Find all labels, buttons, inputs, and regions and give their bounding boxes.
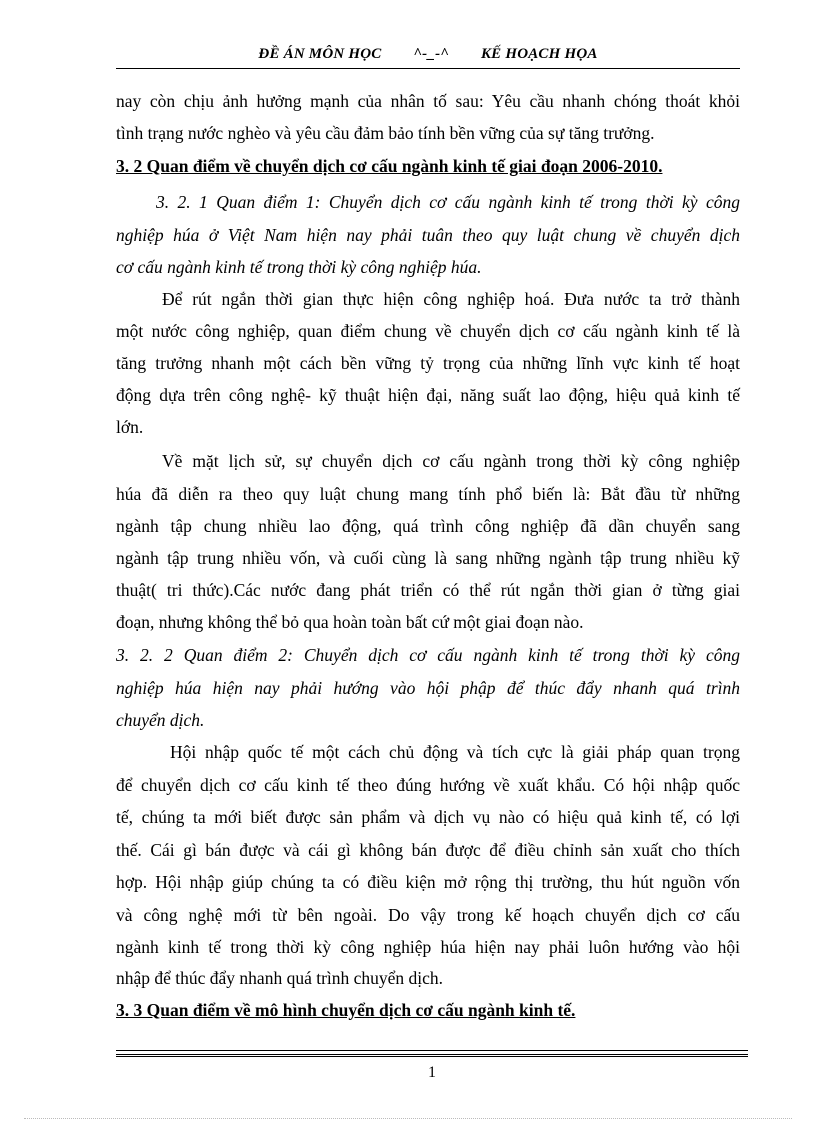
header-rule (116, 68, 740, 69)
subheading-3-2-1: 3. 2. 1 Quan điểm 1: Chuyển dịch cơ cấu ngành kinh tế trong thời kỳ công (156, 192, 740, 212)
text-line: động dựa trên công nghệ- kỹ thuật hiện đại, năng suất lao động, hiệu quả kinh tế (116, 385, 740, 405)
header-subject: KẾ HOẠCH HỌA (480, 46, 598, 62)
text-line: đoạn, nhưng không thể bỏ qua hoàn toàn bất cứ một giai đoạn nào. (116, 612, 584, 632)
text-line: hợp. Hội nhập giúp chúng ta có điều kiện mở rộng thị trường, thu hút nguồn vốn (116, 872, 740, 892)
subheading-3-2-2: chuyển dịch. (116, 710, 205, 730)
text-line: Để rút ngắn thời gian thực hiện công nghiệp hoá. Đưa nước ta trở thành (162, 289, 740, 309)
header-course-title: ĐỀ ÁN MÔN HỌC (258, 46, 382, 62)
text-line: ngành tập trung nhiều vốn, và cuối cùng là sang những ngành tập trung nhiều kỹ (116, 548, 740, 568)
text-line: Hội nhập quốc tế một cách chủ động và tích cực là giải pháp quan trọng (170, 742, 740, 762)
text-line: húa đã diễn ra theo quy luật chung mang tính phổ biến là: Bắt đầu từ những (116, 484, 740, 504)
text-line: thuật( tri thức).Các nước đang phát triển có thể rút ngắn thời gian ở từng giai (116, 580, 740, 600)
page-bottom-edge (24, 1118, 792, 1119)
page-number: 1 (428, 1064, 436, 1081)
page-header (116, 46, 740, 63)
text-line: Về mặt lịch sử, sự chuyển dịch cơ cấu ngành trong thời kỳ công nghiệp (162, 451, 740, 471)
subheading-3-2-1: nghiệp húa ở Việt Nam hiện nay phải tuân theo quy luật chung về chuyển dịch (116, 225, 740, 245)
subheading-3-2-2: 3. 2. 2 Quan điểm 2: Chuyển dịch cơ cấu ngành kinh tế trong thời kỳ công (116, 645, 740, 665)
header-emoticon: ^-_-^ (413, 46, 450, 62)
text-line: ngành kinh tế trong thời kỳ công nghiệp húa hiện nay phải luôn hướng vào hội (116, 937, 740, 957)
text-line: tăng trưởng nhanh một cách bền vững tỷ trọng của những lĩnh vực kinh tế hoạt (116, 353, 740, 373)
footer-double-rule (116, 1054, 748, 1059)
subheading-3-2-1: cơ cấu ngành kinh tế trong thời kỳ công nghiệp húa. (116, 257, 482, 277)
text-line: một nước công nghiệp, quan điểm chung về chuyển dịch cơ cấu ngành kinh tế là (116, 321, 740, 341)
text-line: thế. Cái gì bán được và cái gì không bán được để điều chỉnh sản xuất cho thích (116, 840, 740, 860)
text-line: ngành tập chung nhiều lao động, quá trình công nghiệp đã dần chuyển sang (116, 516, 740, 536)
text-line: lớn. (116, 417, 144, 437)
text-line: nhập để thúc đẩy nhanh quá trình chuyển dịch. (116, 968, 444, 988)
text-line: tình trạng nước nghèo và yêu cầu đảm bảo tính bền vững của sự tăng trưởng. (116, 123, 655, 143)
text-line: nay còn chịu ảnh hưởng mạnh của nhân tố sau: Yêu cầu nhanh chóng thoát khỏi (116, 91, 740, 111)
footer-rule (116, 1050, 748, 1051)
text-line: để chuyển dịch cơ cấu kinh tế theo đúng hướng về xuất khẩu. Có hội nhập quốc (116, 775, 740, 795)
subheading-3-2-2: nghiệp húa hiện nay phải hướng vào hội phập để thúc đẩy nhanh quá trình (116, 678, 740, 698)
text-line: tế, chúng ta mới biết được sản phẩm và dịch vụ nào có hiệu quả kinh tế, có lợi (116, 807, 740, 827)
section-heading-3-2: 3. 2 Quan điểm về chuyển dịch cơ cấu ngành kinh tế giai đoạn 2006-2010. (116, 156, 663, 176)
text-line: và công nghệ mới từ bên ngoài. Do vậy trong kế hoạch chuyển dịch cơ cấu (116, 905, 740, 925)
section-heading-3-3: 3. 3 Quan điểm về mô hình chuyển dịch cơ cấu ngành kinh tế. (116, 1000, 576, 1020)
